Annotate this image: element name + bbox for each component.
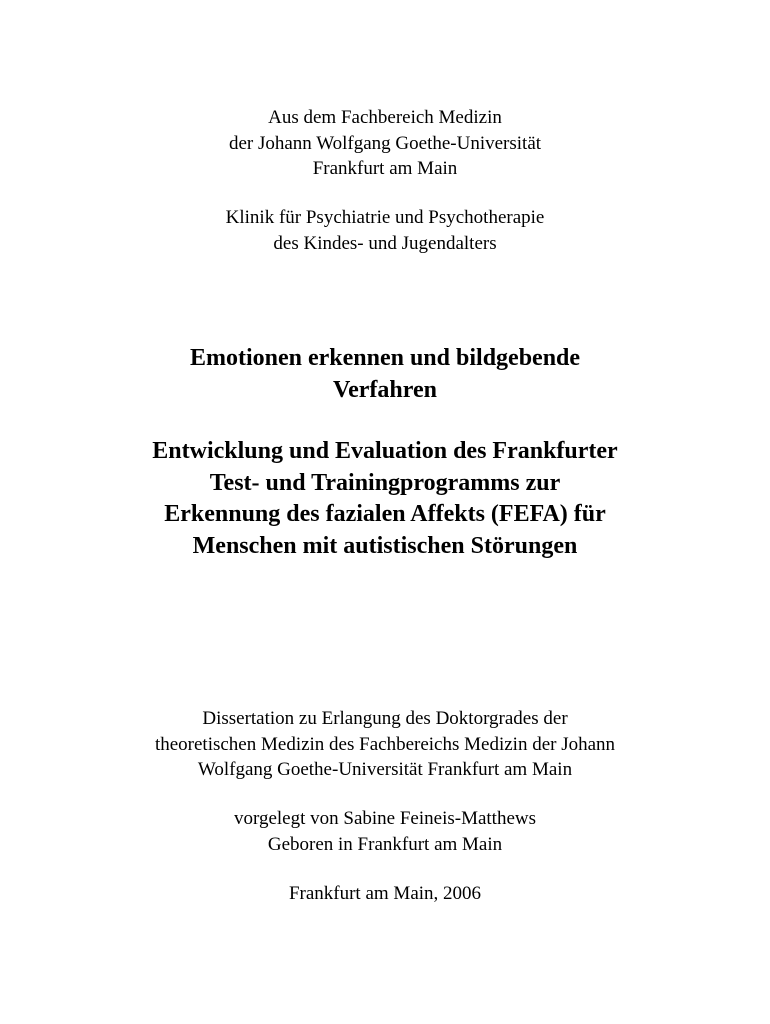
dissertation-line: Dissertation zu Erlangung des Doktorgrades der (202, 708, 568, 729)
institution-header (0, 105, 770, 182)
author-line: vorgelegt von Sabine Feineis-Matthews (233, 808, 536, 829)
place-date-line: Frankfurt am Main, 2006 (288, 883, 482, 904)
institution-line: der Johann Wolfgang Goethe-Universität (228, 132, 542, 154)
clinic-header (0, 205, 770, 256)
author-info (0, 806, 770, 857)
dissertation-line: Wolfgang Goethe-Universität Frankfurt am Main (197, 759, 573, 780)
institution-line: Aus dem Fachbereich Medizin (268, 107, 502, 128)
document-subtitle (0, 436, 770, 562)
document-title (0, 343, 770, 406)
subtitle-line: Menschen mit autistischen Störungen (192, 532, 578, 559)
author-line: Geboren in Frankfurt am Main (267, 833, 503, 855)
dissertation-line: theoretischen Medizin des Fachbereichs Medizin der Johann (154, 733, 616, 755)
institution-line: Frankfurt am Main (312, 158, 458, 179)
clinic-line: Klinik für Psychiatrie und Psychotherapie (225, 207, 545, 228)
place-and-date (0, 881, 770, 907)
subtitle-line: Entwicklung und Evaluation des Frankfurter (152, 438, 618, 464)
clinic-line: des Kindes- und Jugendalters (273, 232, 497, 254)
subtitle-line: Test- und Trainingprogramms zur (209, 469, 561, 496)
title-line: Verfahren (333, 376, 437, 403)
title-line: Emotionen erkennen und bildgebende (189, 345, 581, 371)
dissertation-statement (0, 706, 770, 783)
subtitle-line: Erkennung des fazialen Affekts (FEFA) für (164, 501, 606, 527)
